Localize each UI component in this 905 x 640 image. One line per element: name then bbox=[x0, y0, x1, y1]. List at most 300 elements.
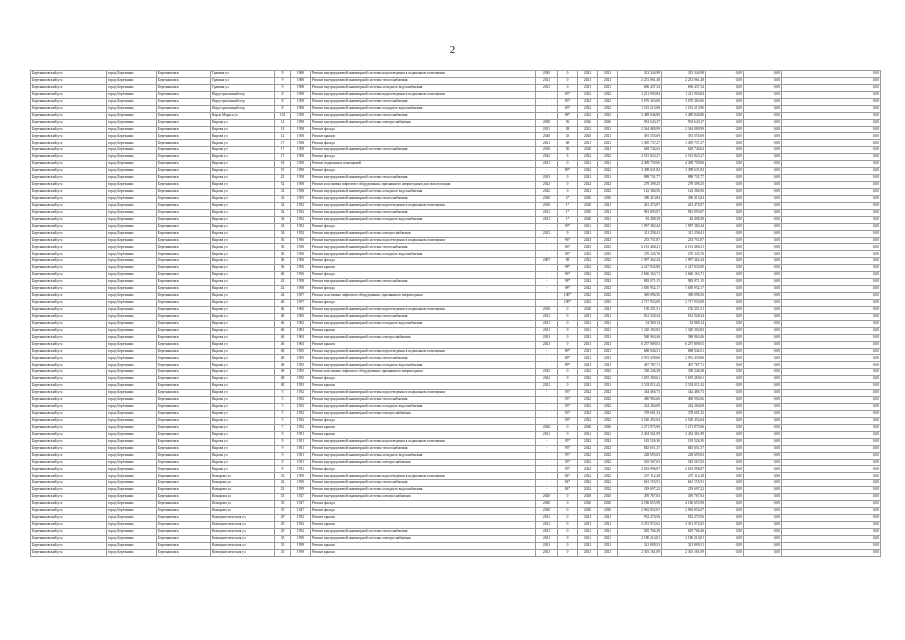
cell-end-year: 2021 bbox=[598, 355, 618, 362]
cell-cost-region: 0,00 bbox=[706, 286, 744, 293]
cell-wear: 96* bbox=[558, 272, 578, 279]
cell-district: Березниковский р-н bbox=[31, 133, 107, 140]
cell-cost-fund: 696 437,34 bbox=[662, 84, 706, 91]
cell-year-built: 1958 bbox=[291, 279, 311, 286]
cell-cost-fund: 143 366,56 bbox=[662, 188, 706, 195]
cell-end-year: 2023 bbox=[598, 112, 618, 119]
table-row bbox=[31, 119, 881, 126]
cell-district: Березниковский р-н bbox=[31, 383, 107, 390]
cell-municipality: Березниковск bbox=[157, 91, 211, 98]
cell-house: 44 bbox=[275, 293, 291, 300]
cell-cost-owners: 0,00 bbox=[782, 480, 881, 487]
cell-house: 36 bbox=[275, 258, 291, 265]
cell-wear: 0 bbox=[558, 306, 578, 313]
cell-cost-region: 0,00 bbox=[706, 528, 744, 535]
cell-cost-total: 228 695,63 bbox=[618, 452, 662, 459]
cell-planned-year: 2022 bbox=[536, 188, 558, 195]
cell-cost-total: 313 344,98 bbox=[618, 71, 662, 78]
cell-house: 19 bbox=[275, 168, 291, 175]
cell-wear: 93* bbox=[558, 397, 578, 404]
cell-end-year: 2022 bbox=[598, 404, 618, 411]
cell-start-year: 2022 bbox=[578, 105, 598, 112]
cell-year-built: 1955 bbox=[291, 348, 311, 355]
cell-district: Березниковский р-н bbox=[31, 223, 107, 230]
cell-start-year: 2020 bbox=[578, 494, 598, 501]
cell-cost-owners: 0,00 bbox=[782, 168, 881, 175]
cell-wear: 0 bbox=[558, 515, 578, 522]
cell-street: Гравина ул bbox=[211, 77, 275, 84]
cell-end-year: 2021 bbox=[598, 528, 618, 535]
cell-planned-year: - bbox=[536, 348, 558, 355]
cell-house: 46 bbox=[275, 306, 291, 313]
cell-cost-region: 0,00 bbox=[706, 272, 744, 279]
cell-house: 36 bbox=[275, 251, 291, 258]
cell-house: 7 bbox=[275, 424, 291, 431]
cell-street: Кирова ул bbox=[211, 466, 275, 473]
cell-cost-local: 0,00 bbox=[744, 348, 782, 355]
cell-planned-year: - bbox=[536, 445, 558, 452]
cell-start-year: 2021 bbox=[578, 161, 598, 168]
cell-wear: 96* bbox=[558, 251, 578, 258]
cell-work-type: Ремонт внутридомовой инженерной системы холодного водоснабжения bbox=[311, 216, 536, 223]
cell-planned-year: 2021 bbox=[536, 216, 558, 223]
cell-cost-fund: 932 270,56 bbox=[662, 515, 706, 522]
cell-start-year: 2021 bbox=[578, 348, 598, 355]
table-row bbox=[31, 161, 881, 168]
cell-end-year: 2022 bbox=[598, 452, 618, 459]
cell-cost-fund: 688 046,51 bbox=[662, 348, 706, 355]
cell-city: город Березники bbox=[107, 487, 157, 494]
cell-cost-fund: 845 651,37 bbox=[662, 445, 706, 452]
cell-year-built: 1963 bbox=[291, 341, 311, 348]
cell-end-year: 2021 bbox=[598, 202, 618, 209]
cell-cost-region: 0,00 bbox=[706, 445, 744, 452]
cell-cost-local: 0,00 bbox=[744, 147, 782, 154]
cell-house: 5 bbox=[275, 390, 291, 397]
cell-work-type: Ремонт внутридомовой инженерной системы теплоснабжения bbox=[311, 209, 536, 216]
cell-district: Березниковский р-н bbox=[31, 459, 107, 466]
cell-house: 46 bbox=[275, 313, 291, 320]
cell-start-year: 2020 bbox=[578, 216, 598, 223]
cell-cost-local: 0,00 bbox=[744, 279, 782, 286]
cell-cost-region: 0,00 bbox=[706, 397, 744, 404]
cell-start-year: 2022 bbox=[578, 452, 598, 459]
cell-cost-fund: 407 787,71 bbox=[662, 362, 706, 369]
cell-district: Березниковский р-н bbox=[31, 397, 107, 404]
cell-year-built: 1952 bbox=[291, 390, 311, 397]
cell-cost-owners: 0,00 bbox=[782, 258, 881, 265]
cell-wear: 0 bbox=[558, 369, 578, 376]
cell-cost-local: 0,00 bbox=[744, 334, 782, 341]
cell-cost-local: 0,00 bbox=[744, 299, 782, 306]
cell-city: город Березники bbox=[107, 154, 157, 161]
cell-street: Кирова ул bbox=[211, 195, 275, 202]
cell-street: Кирова ул bbox=[211, 293, 275, 300]
cell-end-year: 2026 bbox=[598, 119, 618, 126]
cell-city: город Березники bbox=[107, 105, 157, 112]
cell-start-year: 2022 bbox=[578, 272, 598, 279]
cell-cost-total: 2 666 163,71 bbox=[618, 272, 662, 279]
cell-year-built: 1956 bbox=[291, 237, 311, 244]
cell-cost-owners: 0,00 bbox=[782, 244, 881, 251]
cell-city: город Березники bbox=[107, 542, 157, 549]
cell-cost-total: 889 731,77 bbox=[618, 175, 662, 182]
cell-work-type: Ремонт фасада bbox=[311, 299, 536, 306]
cell-district: Березниковский р-н bbox=[31, 535, 107, 542]
cell-cost-local: 0,00 bbox=[744, 521, 782, 528]
cell-year-built: 1955 bbox=[291, 195, 311, 202]
cell-wear: 88* bbox=[558, 112, 578, 119]
cell-end-year: 2021 bbox=[598, 84, 618, 91]
cell-cost-owners: 0,00 bbox=[782, 320, 881, 327]
cell-cost-local: 0,00 bbox=[744, 265, 782, 272]
cell-cost-local: 0,00 bbox=[744, 445, 782, 452]
cell-end-year: 2022 bbox=[598, 480, 618, 487]
table-row bbox=[31, 175, 881, 182]
cell-planned-year: 2021 bbox=[536, 542, 558, 549]
cell-municipality: Березниковск bbox=[157, 202, 211, 209]
cell-end-year: 2021 bbox=[598, 334, 618, 341]
cell-municipality: Березниковск bbox=[157, 466, 211, 473]
cell-cost-total: 1 655 269,61 bbox=[618, 376, 662, 383]
cell-city: город Березники bbox=[107, 320, 157, 327]
cell-cost-owners: 0,00 bbox=[782, 216, 881, 223]
table-row bbox=[31, 535, 881, 542]
cell-end-year: 2021 bbox=[598, 362, 618, 369]
cell-street: Кирова ул bbox=[211, 140, 275, 147]
cell-cost-owners: 0,00 bbox=[782, 230, 881, 237]
cell-cost-region: 0,00 bbox=[706, 98, 744, 105]
cell-district: Березниковский р-н bbox=[31, 84, 107, 91]
cell-municipality: Березниковск bbox=[157, 265, 211, 272]
table-row bbox=[31, 459, 881, 466]
cell-start-year: 2021 bbox=[578, 542, 598, 549]
cell-cost-local: 0,00 bbox=[744, 487, 782, 494]
cell-street: Кирова ул bbox=[211, 452, 275, 459]
cell-end-year: 2022 bbox=[598, 286, 618, 293]
cell-street: Комарова ул bbox=[211, 480, 275, 487]
cell-cost-owners: 0,00 bbox=[782, 369, 881, 376]
cell-city: город Березники bbox=[107, 299, 157, 306]
cell-planned-year: 2021 bbox=[536, 528, 558, 535]
cell-street: Кирова ул bbox=[211, 251, 275, 258]
cell-cost-owners: 0,00 bbox=[782, 542, 881, 549]
table-row bbox=[31, 182, 881, 189]
cell-cost-local: 0,00 bbox=[744, 98, 782, 105]
cell-city: город Березники bbox=[107, 348, 157, 355]
cell-end-year: 2021 bbox=[598, 313, 618, 320]
cell-start-year: 2021 bbox=[578, 175, 598, 182]
cell-cost-fund: 2 717 933,69 bbox=[662, 299, 706, 306]
cell-end-year: 2021 bbox=[598, 230, 618, 237]
cell-planned-year: - bbox=[536, 466, 558, 473]
cell-cost-fund: 338 246,38 bbox=[662, 369, 706, 376]
cell-house: 34 bbox=[275, 230, 291, 237]
cell-street: Кирова ул bbox=[211, 188, 275, 195]
cell-cost-region: 0,00 bbox=[706, 119, 744, 126]
cell-year-built: 1959 bbox=[291, 542, 311, 549]
cell-wear: 6 bbox=[558, 154, 578, 161]
cell-cost-fund: 1 997 382,44 bbox=[662, 223, 706, 230]
cell-work-type: Ремонт фасада bbox=[311, 258, 536, 265]
cell-municipality: Березниковск bbox=[157, 182, 211, 189]
cell-start-year: 2022 bbox=[578, 182, 598, 189]
cell-district: Березниковский р-н bbox=[31, 487, 107, 494]
cell-house: 36 bbox=[275, 244, 291, 251]
cell-start-year: 2022 bbox=[578, 438, 598, 445]
cell-street: Коммунистическая ул bbox=[211, 549, 275, 556]
table-row bbox=[31, 237, 881, 244]
cell-municipality: Березниковск bbox=[157, 223, 211, 230]
cell-cost-total: 981 093,87 bbox=[618, 209, 662, 216]
cell-cost-fund: 1 495 737,27 bbox=[662, 140, 706, 147]
cell-cost-fund: 1 211 903,84 bbox=[662, 91, 706, 98]
cell-municipality: Березниковск bbox=[157, 376, 211, 383]
table-row bbox=[31, 320, 881, 327]
cell-planned-year: 2021 bbox=[536, 327, 558, 334]
cell-cost-local: 0,00 bbox=[744, 195, 782, 202]
cell-street: Коммунистическая ул bbox=[211, 521, 275, 528]
cell-cost-owners: 0,00 bbox=[782, 161, 881, 168]
cell-start-year: 2023 bbox=[578, 369, 598, 376]
cell-city: город Березники bbox=[107, 140, 157, 147]
cell-cost-fund: 54 969,14 bbox=[662, 320, 706, 327]
cell-wear: 0 bbox=[558, 84, 578, 91]
cell-cost-local: 0,00 bbox=[744, 293, 782, 300]
cell-house: 46 bbox=[275, 341, 291, 348]
cell-cost-fund: 580 963,46 bbox=[662, 334, 706, 341]
cell-cost-total: 378 601,32 bbox=[618, 410, 662, 417]
cell-cost-owners: 0,00 bbox=[782, 494, 881, 501]
cell-planned-year: 2021 bbox=[536, 84, 558, 91]
cell-house: 17 bbox=[275, 147, 291, 154]
cell-municipality: Березниковск bbox=[157, 334, 211, 341]
cell-cost-region: 0,00 bbox=[706, 390, 744, 397]
cell-municipality: Березниковск bbox=[157, 216, 211, 223]
cell-city: город Березники bbox=[107, 494, 157, 501]
cell-city: город Березники bbox=[107, 438, 157, 445]
cell-year-built: 1956 bbox=[291, 265, 311, 272]
cell-cost-total: 3 489 846,80 bbox=[618, 112, 662, 119]
cell-city: город Березники bbox=[107, 535, 157, 542]
cell-start-year: 2021 bbox=[578, 313, 598, 320]
cell-end-year: 2022 bbox=[598, 98, 618, 105]
table-row bbox=[31, 299, 881, 306]
cell-work-type: Ремонт фасада bbox=[311, 126, 536, 133]
cell-municipality: Березниковск bbox=[157, 244, 211, 251]
cell-city: город Березники bbox=[107, 272, 157, 279]
cell-district: Березниковский р-н bbox=[31, 258, 107, 265]
cell-city: город Березники bbox=[107, 251, 157, 258]
cell-end-year: 2022 bbox=[598, 390, 618, 397]
cell-cost-owners: 0,00 bbox=[782, 528, 881, 535]
table-row bbox=[31, 154, 881, 161]
cell-cost-total: 2 344 089,99 bbox=[618, 126, 662, 133]
cell-cost-region: 0,00 bbox=[706, 84, 744, 91]
table-row bbox=[31, 521, 881, 528]
cell-cost-fund: 2 515 823,27 bbox=[662, 154, 706, 161]
cell-start-year: 2022 bbox=[578, 279, 598, 286]
cell-work-type: Ремонт внутридомовой инженерной системы водоотведения в подвальном помещении bbox=[311, 390, 536, 397]
cell-work-type: Ремонт внутридомовой инженерной системы холодного водоснабжения bbox=[311, 362, 536, 369]
cell-district: Березниковский р-н bbox=[31, 91, 107, 98]
cell-planned-year: 2021 bbox=[536, 161, 558, 168]
cell-end-year: 2021 bbox=[598, 348, 618, 355]
cell-start-year: 2021 bbox=[578, 188, 598, 195]
cell-work-type: Ремонт внутридомовой инженерной системы холодного водоснабжения bbox=[311, 487, 536, 494]
table-row bbox=[31, 279, 881, 286]
cell-cost-fund: 954 643,37 bbox=[662, 119, 706, 126]
cell-cost-fund: 378 601,32 bbox=[662, 410, 706, 417]
cell-district: Березниковский р-н bbox=[31, 105, 107, 112]
cell-cost-owners: 0,00 bbox=[782, 355, 881, 362]
cell-work-type: Ремонт внутридомовой инженерной системы холодного водоснабжения bbox=[311, 452, 536, 459]
table-row bbox=[31, 334, 881, 341]
cell-cost-total: 628 744,62 bbox=[618, 147, 662, 154]
cell-cost-local: 0,00 bbox=[744, 286, 782, 293]
table-row bbox=[31, 258, 881, 265]
cell-street: Кирова ул bbox=[211, 306, 275, 313]
cell-street: Кирова ул bbox=[211, 209, 275, 216]
cell-cost-owners: 0,00 bbox=[782, 431, 881, 438]
cell-wear: 93* bbox=[558, 410, 578, 417]
cell-street: Кирова ул bbox=[211, 313, 275, 320]
cell-district: Березниковский р-н bbox=[31, 410, 107, 417]
cell-district: Березниковский р-н bbox=[31, 195, 107, 202]
cell-planned-year: - bbox=[536, 459, 558, 466]
cell-wear: 83* bbox=[558, 98, 578, 105]
cell-cost-region: 0,00 bbox=[706, 438, 744, 445]
cell-street: Кирова ул bbox=[211, 272, 275, 279]
cell-cost-local: 0,00 bbox=[744, 473, 782, 480]
cell-municipality: Березниковск bbox=[157, 452, 211, 459]
cell-district: Березниковский р-н bbox=[31, 168, 107, 175]
cell-planned-year: 2021 bbox=[536, 175, 558, 182]
cell-municipality: Березниковск bbox=[157, 161, 211, 168]
cell-planned-year: - bbox=[536, 362, 558, 369]
cell-end-year: 2021 bbox=[598, 133, 618, 140]
cell-year-built: 1958 bbox=[291, 133, 311, 140]
cell-year-built: 1958 bbox=[291, 91, 311, 98]
cell-work-type: Ремонт внутридомовой инженерной системы теплоснабжения bbox=[311, 112, 536, 119]
cell-cost-total: 631 520,34 bbox=[618, 313, 662, 320]
cell-district: Березниковский р-н bbox=[31, 445, 107, 452]
cell-house: 32 bbox=[275, 480, 291, 487]
cell-start-year: 2022 bbox=[578, 480, 598, 487]
cell-cost-owners: 0,00 bbox=[782, 272, 881, 279]
cell-end-year: 2022 bbox=[598, 105, 618, 112]
cell-work-type: Ремонт внутридомовой инженерной системы водоотведения в подвальном помещении bbox=[311, 237, 536, 244]
cell-planned-year: 2022 bbox=[536, 376, 558, 383]
cell-municipality: Березниковск bbox=[157, 362, 211, 369]
cell-district: Березниковский р-н bbox=[31, 279, 107, 286]
cell-district: Березниковский р-н bbox=[31, 126, 107, 133]
cell-cost-owners: 0,00 bbox=[782, 341, 881, 348]
cell-cost-total: 278 399,25 bbox=[618, 182, 662, 189]
cell-street: Кирова ул bbox=[211, 258, 275, 265]
cell-house: 29 bbox=[275, 521, 291, 528]
cell-street: Кирова ул bbox=[211, 334, 275, 341]
cell-cost-region: 0,00 bbox=[706, 279, 744, 286]
table-row bbox=[31, 251, 881, 258]
cell-start-year: 2022 bbox=[578, 293, 598, 300]
cell-district: Березниковский р-н bbox=[31, 230, 107, 237]
cell-cost-total: 143 366,56 bbox=[618, 188, 662, 195]
cell-house: 33 bbox=[275, 501, 291, 508]
cell-cost-region: 0,00 bbox=[706, 306, 744, 313]
cell-cost-local: 0,00 bbox=[744, 105, 782, 112]
cell-end-year: 2021 bbox=[598, 77, 618, 84]
cell-city: город Березники bbox=[107, 549, 157, 556]
cell-municipality: Березниковск bbox=[157, 112, 211, 119]
cell-cost-local: 0,00 bbox=[744, 466, 782, 473]
cell-year-built: 1956 bbox=[291, 251, 311, 258]
cell-cost-owners: 0,00 bbox=[782, 424, 881, 431]
cell-municipality: Березниковск bbox=[157, 521, 211, 528]
cell-work-type: Ремонт крыши bbox=[311, 341, 536, 348]
cell-start-year: 2021 bbox=[578, 84, 598, 91]
cell-cost-owners: 0,00 bbox=[782, 390, 881, 397]
cell-end-year: 2021 bbox=[598, 431, 618, 438]
table-row bbox=[31, 362, 881, 369]
cell-work-type: Ремонт крыши bbox=[311, 549, 536, 556]
cell-cost-owners: 0,00 bbox=[782, 119, 881, 126]
cell-end-year: 2022 bbox=[598, 258, 618, 265]
cell-planned-year: 2021 bbox=[536, 383, 558, 390]
cell-cost-owners: 0,00 bbox=[782, 147, 881, 154]
cell-house: 12 bbox=[275, 133, 291, 140]
cell-house: 5 bbox=[275, 397, 291, 404]
cell-cost-local: 0,00 bbox=[744, 369, 782, 376]
table-row bbox=[31, 327, 881, 334]
cell-cost-total: 3 070 363,60 bbox=[618, 98, 662, 105]
cell-planned-year: - bbox=[536, 473, 558, 480]
cell-cost-owners: 0,00 bbox=[782, 313, 881, 320]
cell-municipality: Березниковск bbox=[157, 515, 211, 522]
cell-district: Березниковский р-н bbox=[31, 369, 107, 376]
cell-start-year: 2021 bbox=[578, 223, 598, 230]
cell-city: город Березники bbox=[107, 188, 157, 195]
cell-street: Коммунистическая ул bbox=[211, 542, 275, 549]
cell-work-type: Ремонт внутридомовой инженерной системы теплоснабжения bbox=[311, 147, 536, 154]
cell-work-type: Ремонт внутридомовой инженерной системы холодного водоснабжения bbox=[311, 188, 536, 195]
cell-district: Березниковский р-н bbox=[31, 549, 107, 556]
cell-city: город Березники bbox=[107, 404, 157, 411]
cell-house: 48 bbox=[275, 369, 291, 376]
cell-district: Березниковский р-н bbox=[31, 376, 107, 383]
cell-cost-owners: 0,00 bbox=[782, 98, 881, 105]
table-row bbox=[31, 417, 881, 424]
cell-cost-owners: 0,00 bbox=[782, 535, 881, 542]
cell-street: Кирова ул bbox=[211, 410, 275, 417]
cell-street: Кирова ул bbox=[211, 237, 275, 244]
cell-municipality: Березниковск bbox=[157, 299, 211, 306]
cell-house: 42 bbox=[275, 279, 291, 286]
cell-year-built: 1952 bbox=[291, 397, 311, 404]
cell-end-year: 2022 bbox=[598, 182, 618, 189]
cell-cost-local: 0,00 bbox=[744, 71, 782, 78]
cell-house: 17 bbox=[275, 140, 291, 147]
cell-start-year: 2022 bbox=[578, 410, 598, 417]
cell-work-type: Ремонт внутридомовой инженерной системы водоотведения в подвальном помещении bbox=[311, 202, 536, 209]
cell-wear: 96* bbox=[558, 237, 578, 244]
cell-district: Березниковский р-н bbox=[31, 508, 107, 515]
cell-cost-fund: 150 251,51 bbox=[662, 306, 706, 313]
cell-district: Березниковский р-н bbox=[31, 355, 107, 362]
cell-year-built: 1959 bbox=[291, 487, 311, 494]
cell-year-built: 1958 bbox=[291, 161, 311, 168]
cell-city: город Березники bbox=[107, 286, 157, 293]
